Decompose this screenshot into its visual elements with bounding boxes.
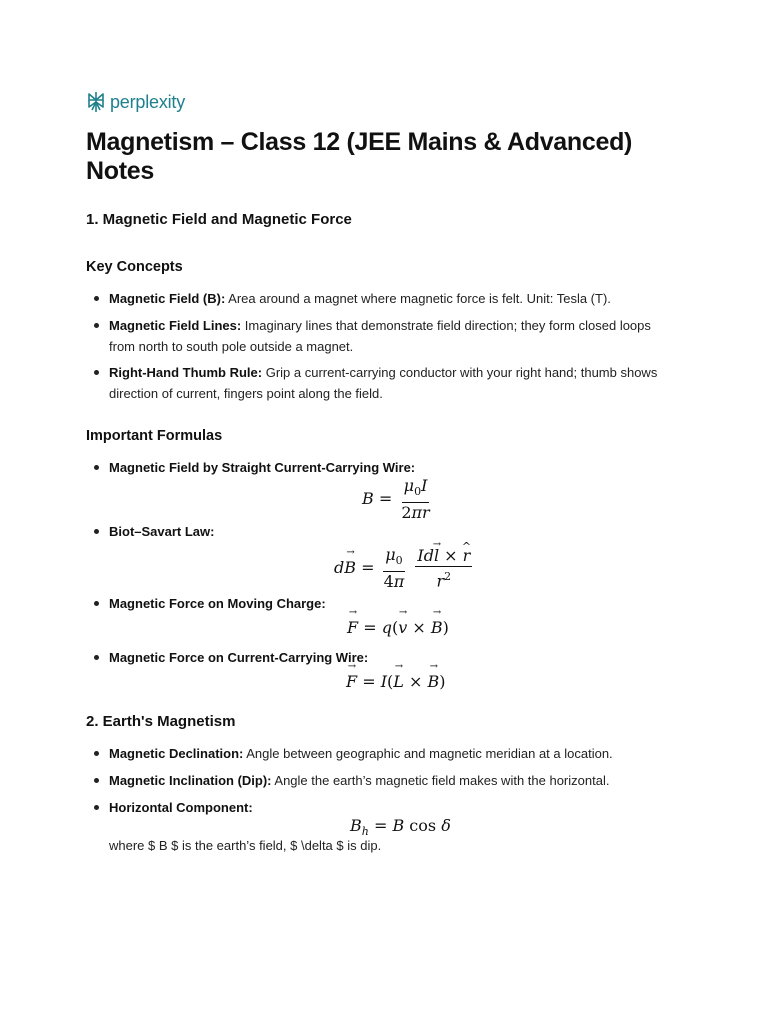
- list-item: [86, 521, 676, 542]
- formula-force-current-wire: → F = I(→ L × → B): [346, 672, 445, 691]
- item-term: Magnetic Field by Straight Current-Carrying Wire:: [109, 460, 416, 475]
- list-item: [86, 288, 676, 309]
- item-term: Magnetic Force on Current-Carrying Wire:: [109, 650, 369, 665]
- bullet-icon: [94, 465, 99, 470]
- item-text: Angle between geographic and magnetic meridian at a location.: [243, 746, 613, 761]
- bullet-icon: [94, 529, 99, 534]
- subsection-key-concepts: Key Concepts: [86, 259, 183, 275]
- formula-biot-savart: d→ B = $\frac{\mu_0}{4\pi}$ $\frac{Id\to l \times \^{} r}{r^2}$: [334, 546, 474, 591]
- page-title: Magnetism – Class 12 (JEE Mains & Advanced) Notes: [86, 128, 633, 185]
- item-term: Horizontal Component:: [109, 800, 253, 815]
- bullet-icon: [94, 323, 99, 328]
- item-term: Magnetic Field Lines:: [109, 318, 242, 333]
- perplexity-logo-icon: [86, 91, 106, 113]
- item-term: Magnetic Inclination (Dip):: [109, 773, 272, 788]
- bullet-icon: [94, 655, 99, 660]
- subsection-important-formulas: Important Formulas: [86, 428, 223, 444]
- item-text: Grip a current-carrying conductor with your right hand; thumb shows direction of current, fingers point along the field.: [109, 365, 658, 401]
- list-item: [86, 647, 676, 668]
- brand-name: perplexity: [110, 91, 186, 112]
- item-term: Magnetic Field (B):: [109, 291, 226, 306]
- list-item: [86, 362, 676, 404]
- perplexity-logo: [86, 91, 185, 113]
- item-text: Area around a magnet where magnetic force is felt. Unit: Tesla (T).: [225, 291, 611, 306]
- bullet-icon: [94, 296, 99, 301]
- list-item: [86, 315, 676, 357]
- list-item: [86, 743, 676, 764]
- note-text: where $ B $ is the earth’s field, $ \delta $ is dip.: [109, 838, 382, 853]
- item-text: Angle the earth’s magnetic field makes with the horizontal.: [271, 773, 610, 788]
- bullet-icon: [94, 778, 99, 783]
- list-item: [86, 457, 676, 478]
- item-term: Biot–Savart Law:: [109, 524, 215, 539]
- item-text: Imaginary lines that demonstrate field direction; they form closed loops from north to south pole outside a magnet.: [109, 318, 651, 354]
- item-term: Magnetic Declination:: [109, 746, 244, 761]
- list-item: [86, 593, 676, 614]
- bullet-icon: [94, 751, 99, 756]
- formula-force-moving-charge: → F = q(→ v × → B): [347, 618, 449, 637]
- bullet-icon: [94, 370, 99, 375]
- section-heading-1: 1. Magnetic Field and Magnetic Force: [86, 211, 352, 228]
- bullet-icon: [94, 805, 99, 810]
- bullet-icon: [94, 601, 99, 606]
- item-term: Right-Hand Thumb Rule:: [109, 365, 263, 380]
- section-heading-2: 2. Earth's Magnetism: [86, 713, 236, 730]
- formula-straight-wire: B = $\frac{\mu_0I}{2\pi r}$: [362, 476, 430, 523]
- list-item: [86, 797, 676, 818]
- formula-horizontal-component: $B_h = B$ cos δ: [350, 816, 451, 839]
- formula-note: [86, 835, 676, 856]
- item-term: Magnetic Force on Moving Charge:: [109, 596, 326, 611]
- list-item: [86, 770, 676, 791]
